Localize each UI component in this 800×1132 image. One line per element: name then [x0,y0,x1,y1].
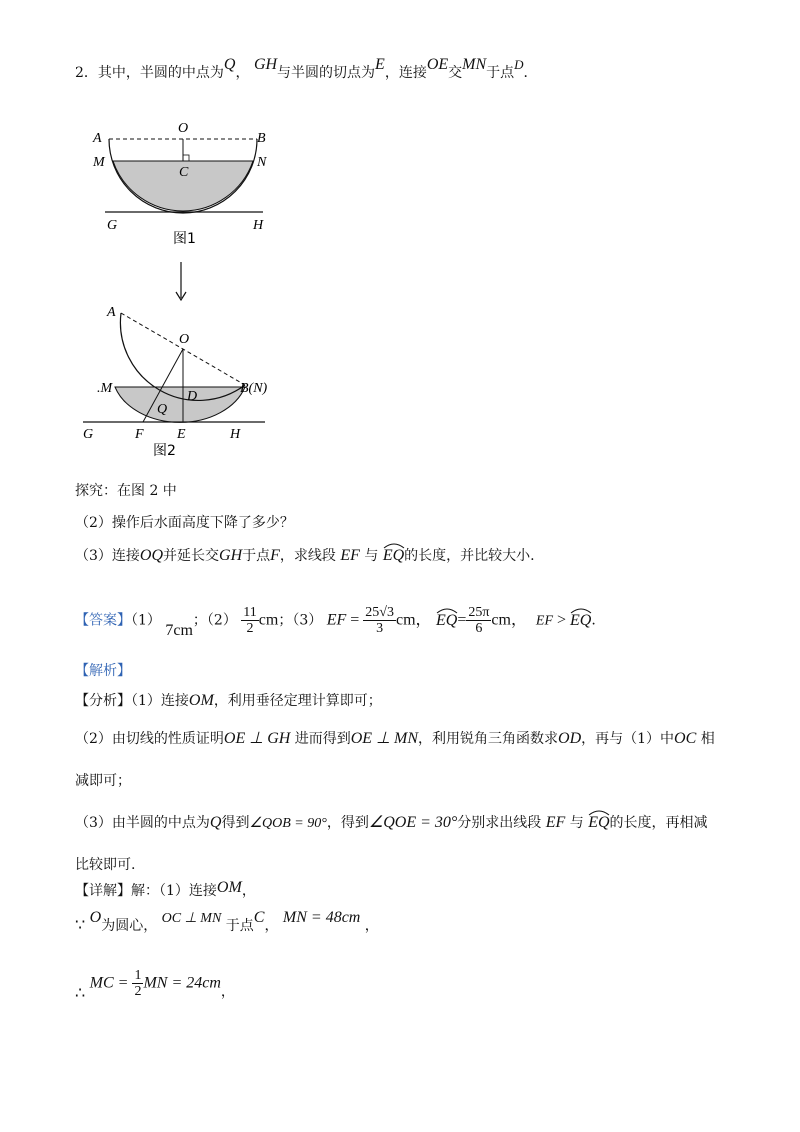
label-D: D [187,389,198,404]
math-var: EF [545,814,566,831]
water-region [115,387,245,422]
question-part-3 [75,545,535,565]
text: ． [523,65,538,81]
detail-line-1 [75,880,256,900]
label-O: O [178,121,189,136]
label-O: O [179,332,190,347]
math-var: O [89,909,102,926]
denominator: 6 [475,621,483,636]
math-var: Q [209,814,222,831]
question-intro [75,56,538,82]
text: 与半圆的切点为 [277,65,376,81]
arc-EQ [570,612,591,630]
numerator: 1 [134,968,142,983]
text: 于点 [225,918,254,934]
arc-icon [383,541,405,549]
math-var: GH [253,56,278,73]
math-var: GH [219,547,243,564]
analysis-part-1 [75,690,382,710]
math-var: EQ [588,814,610,831]
text: ， [241,883,256,899]
text: ；（2） [192,612,237,629]
down-arrow-icon [174,262,188,302]
text: 于点 [486,65,515,81]
unit: cm， [491,611,527,629]
label-A: A [107,305,116,320]
text: ，利用锐角三角函数求 [418,731,559,747]
math-var: EF [340,547,360,564]
denominator: 2 [134,984,142,999]
label-M: .M [97,381,113,396]
text: （3）连接 [75,548,140,564]
text: （2）由切线的性质证明 [75,731,224,747]
text: 于点 [242,548,271,564]
therefore-symbol: ∴ [75,982,86,1002]
label-N: N [257,155,267,170]
math-expr: OE ⊥ GH [223,730,291,747]
analysis-tag: 【解析】 [75,663,131,679]
math-expr: MN = 48cm [282,909,361,926]
text: = [346,611,364,629]
text: 解：（1）连接 [131,883,217,899]
arc-icon [588,808,610,816]
text: 的长度，再相减 [609,815,708,831]
fraction-25root3-3 [363,605,396,636]
math-var: OE [426,56,449,73]
label-A: A [93,131,102,146]
analysis-part-3 [75,812,708,832]
label-Q: Q [157,402,168,417]
math-var: EQ [382,547,405,564]
arc-icon [436,606,458,614]
text: ，再与（1）中 [581,731,675,747]
label-F: F [135,427,144,442]
text: （3）由半圆的中点为 [75,815,210,831]
answer-line [75,605,596,639]
text: 交 [448,65,463,81]
label-E: E [177,427,186,442]
label-C: C [179,165,189,180]
analysis-part-3-cont: 比较即可. [75,857,136,873]
detail-line-2 [75,909,379,935]
math-var: EF [535,613,553,629]
text: ，连接 [384,65,427,81]
math-expr: OC ⊥ MN [161,911,222,926]
text: ，利用垂径定理计算即可； [213,693,382,709]
math-var: EQ [435,611,458,629]
answer-tag: 【答案】 [75,612,131,629]
math-var: D [514,57,524,72]
math-var: EQ [570,611,592,629]
math-var: C [253,909,265,926]
numerator: 11 [243,605,257,620]
text: ，求线段 [279,548,336,564]
text: ， [264,918,279,934]
text: ， [220,983,235,1000]
denominator: 2 [246,621,254,636]
text: 的长度，并比较大小. [404,548,535,564]
analysis-part-2 [75,728,715,748]
label-M: M [93,155,105,170]
label-G: G [107,218,118,233]
text: ，得到 [326,815,369,831]
text: ， [364,918,379,934]
text: . [591,612,596,629]
text: 与 [364,548,379,564]
right-angle-mark [183,155,189,161]
text: 其中，半圆的中点为 [97,65,224,81]
text: 得到 [221,815,250,831]
text: 为圆心， [101,918,158,934]
label-G: G [83,427,94,442]
label-BN: B(N) [240,381,268,396]
math-var: OQ [139,547,164,564]
text: 相 [700,731,715,747]
numerator: 25√3 [365,605,394,620]
text: 分别求出线段 [457,815,542,831]
figure-1 [85,115,285,250]
caption-fig2: 图2 [153,443,176,459]
text: 进而得到 [294,731,351,747]
arc-icon [570,606,592,614]
question-number: 2． [75,65,98,81]
label-B: B [257,131,266,146]
caption-fig1: 图1 [173,231,196,247]
detail-label: 【详解】 [75,883,131,899]
figure-2 [75,305,285,460]
label-H: H [253,218,264,233]
math-expr: MC = [89,974,133,992]
math-var: E [375,56,385,73]
math-var: Q [223,56,236,73]
math-var: OM [216,879,242,896]
text: 并延长交 [163,548,220,564]
answer-value-1: 7cm [165,621,193,639]
math-expr: OE ⊥ MN [350,730,419,747]
unit: cm [258,611,279,629]
math-var: OD [558,730,582,747]
text: > [553,611,571,629]
analysis-label: 【分析】 [75,693,131,709]
math-var: MN [462,56,487,73]
arc-EQ [588,814,609,832]
unit: cm， [395,611,432,629]
explore-label: 探究：在图 2 中 [75,483,177,499]
math-var: EF [326,611,347,629]
question-part-2: （2）操作后水面高度下降了多少？ [75,515,294,531]
arc-EQ [383,547,404,565]
math-expr: ∠QOE = 30° [368,814,458,831]
fraction-25pi-6 [466,605,491,636]
fraction-11-2 [241,605,258,636]
text: （1）连接 [131,693,189,709]
text: ， [235,65,250,81]
numerator: 25π [468,605,490,620]
label-H: H [230,427,241,442]
text: 与 [569,815,584,831]
detail-line-3 [75,968,235,1002]
denominator: 3 [376,621,384,636]
text: ；（3） [278,612,323,629]
math-var: OM [188,692,214,709]
math-expr: MN = 24cm [143,974,221,992]
fraction-1-2 [132,968,143,999]
math-var: OC [674,730,697,747]
arc-EQ [436,612,457,630]
text: = [457,611,467,629]
math-expr: ∠QOB = 90° [249,816,327,831]
text: （1） [131,612,161,629]
analysis-part-2-cont: 减即可； [75,773,131,789]
because-symbol: ∵ [75,915,86,934]
math-var: F [270,547,280,564]
